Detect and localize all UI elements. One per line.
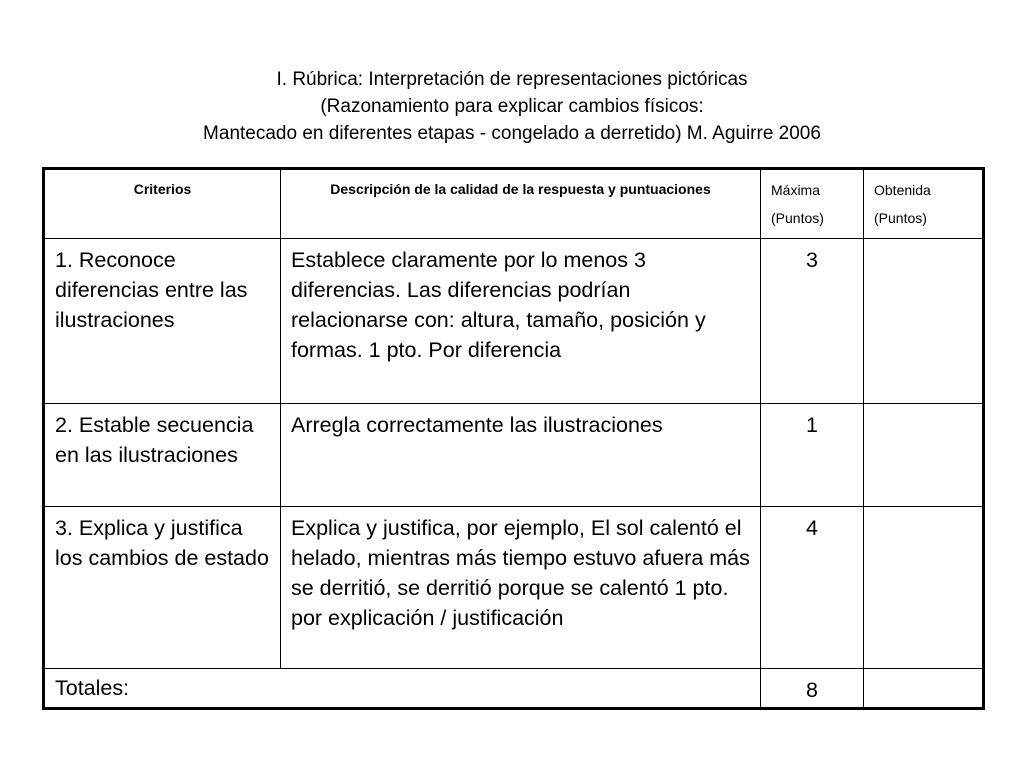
header-maxima (761, 169, 864, 239)
table-row (44, 239, 984, 404)
header-criterios: Criterios (44, 169, 281, 239)
table-row (44, 404, 984, 507)
obtenida-cell[interactable] (864, 507, 984, 669)
title-line-2: (Razonamiento para explicar cambios físicos: (320, 96, 704, 117)
totals-label: Totales: (44, 669, 761, 709)
page-title (0, 66, 1024, 147)
maxima-cell: 4 (761, 507, 864, 669)
totals-row (44, 669, 984, 709)
maxima-cell: 3 (761, 239, 864, 404)
maxima-cell: 1 (761, 404, 864, 507)
header-row (44, 169, 984, 239)
header-maxima-unit: (Puntos) (771, 210, 824, 226)
descripcion-cell: Arregla correctamente las ilustraciones (281, 404, 761, 507)
criterio-cell: 1. Reconoce diferencias entre las ilustraciones (44, 239, 281, 404)
title-line-3: Mantecado en diferentes etapas - congelado a derretido) M. Aguirre 2006 (203, 123, 821, 144)
descripcion-cell: Explica y justifica, por ejemplo, El sol calentó el helado, mientras más tiempo estuvo afuera más se derritió, se derritió porque se calentó 1 pto. por explicación / justificación (281, 507, 761, 669)
rubric-table (42, 167, 985, 710)
header-descripcion: Descripción de la calidad de la respuesta y puntuaciones (281, 169, 761, 239)
title-line-1: I. Rúbrica: Interpretación de representaciones pictóricas (276, 69, 748, 90)
header-obtenida-unit: (Puntos) (874, 210, 927, 226)
criterio-cell: 2. Estable secuencia en las ilustraciones (44, 404, 281, 507)
table-row (44, 507, 984, 669)
criterio-cell: 3. Explica y justifica los cambios de estado (44, 507, 281, 669)
obtenida-cell[interactable] (864, 239, 984, 404)
header-obtenida-label: Obtenida (874, 182, 931, 198)
header-maxima-label: Máxima (771, 182, 821, 198)
descripcion-cell: Establece claramente por lo menos 3 diferencias. Las diferencias podrían relacionarse con: altura, tamaño, posición y formas. 1 pto. Por diferencia (281, 239, 761, 404)
totals-obtenida[interactable] (864, 669, 984, 709)
obtenida-cell[interactable] (864, 404, 984, 507)
header-obtenida (864, 169, 984, 239)
totals-maxima: 8 (761, 669, 864, 709)
